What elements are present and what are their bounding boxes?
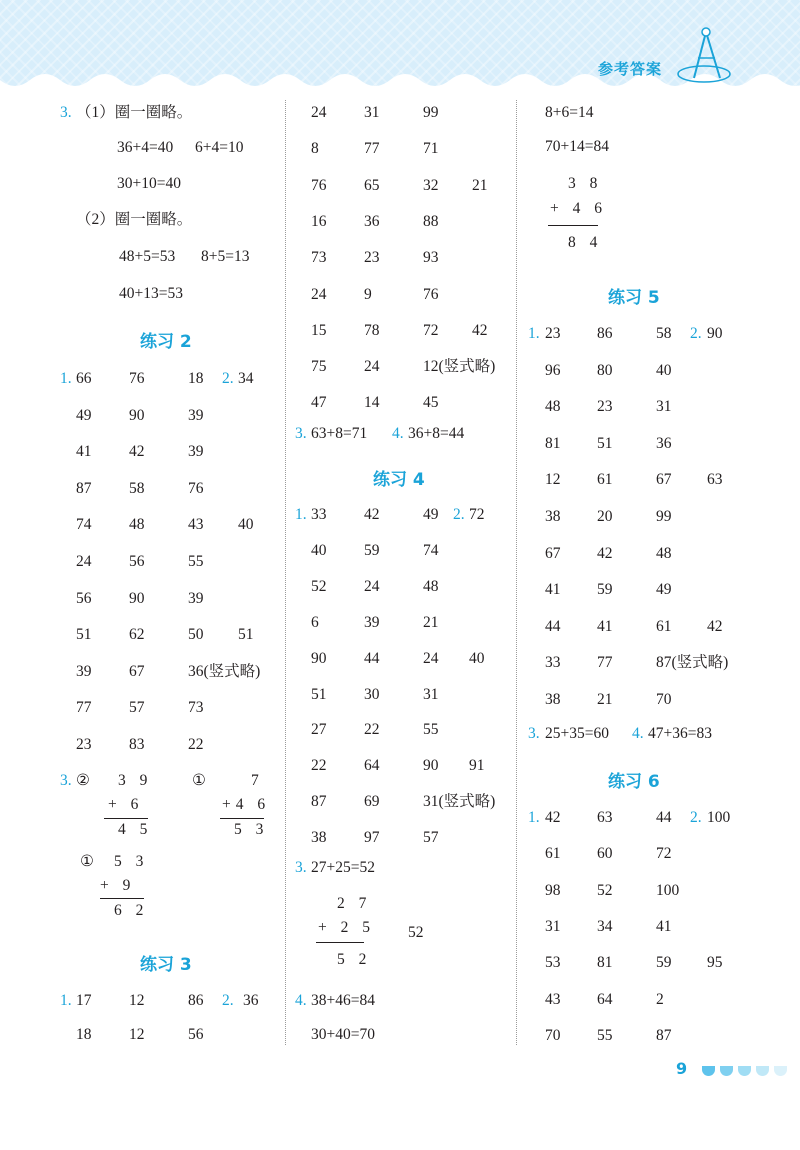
answer-value: 87(竖式略) [656, 654, 729, 671]
answer-value: 76 [129, 370, 145, 387]
answer-value: 32 [423, 177, 439, 194]
answer-text: 40+13=53 [119, 285, 183, 302]
answer-value: 48 [129, 516, 145, 533]
answer-value: 58 [129, 480, 145, 497]
answer-value: 21 [472, 177, 488, 194]
answer-text: 70+14=84 [545, 138, 609, 155]
answer-value: 42 [472, 322, 488, 339]
answer-value: 36 [656, 435, 672, 452]
answer-value: 12(竖式略) [423, 358, 496, 375]
answer-value: 63 [707, 471, 723, 488]
answer-value: 99 [423, 104, 439, 121]
answer-value: 63 [597, 809, 613, 826]
answer-value: 23 [76, 736, 92, 753]
compass-icon [676, 26, 736, 88]
question-number: 1. [60, 370, 72, 387]
vertical-addition-addend: + 6 [108, 796, 144, 813]
answer-value: 9 [364, 286, 372, 303]
vertical-addition-addend: + 4 6 [550, 200, 607, 217]
answer-value: 96 [545, 362, 561, 379]
answer-value: 24 [76, 553, 92, 570]
answer-value: 65 [364, 177, 380, 194]
vertical-addition-top: 3 8 [568, 175, 603, 192]
answer-value: 77 [597, 654, 613, 671]
column-divider-left [285, 100, 286, 1045]
answer-value: 41 [545, 581, 561, 598]
answer-value: 70 [656, 691, 672, 708]
answer-value: 39 [76, 663, 92, 680]
answer-value: 98 [545, 882, 561, 899]
answer-value: 81 [597, 954, 613, 971]
answer-value: 42 [545, 809, 561, 826]
answer-text: （2）圈一圈略。 [76, 211, 193, 228]
answer-value: 87 [311, 793, 327, 810]
answer-text: 30+40=70 [311, 1026, 375, 1043]
answer-value: 90 [129, 590, 145, 607]
question-number: 1. [528, 325, 540, 342]
answer-value: 61 [545, 845, 561, 862]
answer-value: 23 [545, 325, 561, 342]
answer-value: 58 [656, 325, 672, 342]
vertical-addition-top: 3 9 [118, 772, 153, 789]
answer-value: 43 [188, 516, 204, 533]
option-mark: ① [80, 853, 94, 870]
header-title: 参考答案 [598, 60, 663, 78]
section-title-exercise-2: 练习 2 [140, 332, 192, 352]
answer-value: 42 [707, 618, 723, 635]
answer-text: 8+5=13 [201, 248, 250, 265]
answer-value: 71 [423, 140, 439, 157]
question-number: 3. [528, 725, 540, 742]
answer-value: 74 [76, 516, 92, 533]
question-number: 2. [453, 506, 465, 523]
answer-text: 52 [408, 924, 424, 941]
option-mark: ② [76, 772, 90, 789]
answer-value: 44 [545, 618, 561, 635]
answer-value: 78 [364, 322, 380, 339]
answer-value: 33 [545, 654, 561, 671]
answer-value: 39 [188, 443, 204, 460]
vertical-addition-top: 7 [251, 772, 264, 789]
answer-value: 90 [129, 407, 145, 424]
answer-value: 67 [129, 663, 145, 680]
answer-text: 48+5=53 [119, 248, 176, 265]
vertical-addition-line [316, 942, 364, 943]
section-title-exercise-3: 练习 3 [140, 955, 192, 975]
answer-value: 21 [597, 691, 613, 708]
answer-value: 23 [364, 249, 380, 266]
answer-value: 24 [311, 104, 327, 121]
answer-value: 34 [597, 918, 613, 935]
question-number: 2. [690, 809, 702, 826]
vertical-addition-result: 5 3 [234, 821, 269, 838]
answer-text: 8+6=14 [545, 104, 594, 121]
vertical-addition-addend: +4 6 [222, 796, 271, 813]
answer-value: 40 [238, 516, 254, 533]
answer-value: 86 [188, 992, 204, 1009]
answer-value: 88 [423, 213, 439, 230]
answer-value: 42 [364, 506, 380, 523]
answer-value: 12 [129, 992, 145, 1009]
answer-value: 73 [188, 699, 204, 716]
answer-value: 69 [364, 793, 380, 810]
answer-value: 38 [545, 508, 561, 525]
answer-value: 12 [129, 1026, 145, 1043]
answer-value: 47 [311, 394, 327, 411]
answer-value: 59 [364, 542, 380, 559]
answer-value: 38 [545, 691, 561, 708]
answer-value: 20 [597, 508, 613, 525]
answer-value: 44 [364, 650, 380, 667]
answer-value: 62 [129, 626, 145, 643]
answer-value: 61 [656, 618, 672, 635]
answer-value: 87 [656, 1027, 672, 1044]
answer-value: 57 [423, 829, 439, 846]
answer-value: 95 [707, 954, 723, 971]
answer-value: 83 [129, 736, 145, 753]
answer-value: 97 [364, 829, 380, 846]
answer-value: 76 [423, 286, 439, 303]
question-number: 4. [632, 725, 644, 742]
answer-value: 51 [76, 626, 92, 643]
vertical-addition-result: 8 4 [568, 234, 603, 251]
answer-value: 15 [311, 322, 327, 339]
answer-value: 72 [656, 845, 672, 862]
answer-value: 2 [656, 991, 664, 1008]
answer-value: 55 [597, 1027, 613, 1044]
answer-value: 55 [423, 721, 439, 738]
answer-value: 6 [311, 614, 319, 631]
answer-value: 48 [656, 545, 672, 562]
question-number: 4. [295, 992, 307, 1009]
answer-value: 55 [188, 553, 204, 570]
answer-value: 100 [656, 882, 680, 899]
vertical-addition-addend: + 9 [100, 877, 136, 894]
section-title-exercise-5: 练习 5 [608, 288, 660, 308]
answer-value: 100 [707, 809, 731, 826]
answer-value: 59 [656, 954, 672, 971]
answer-value: 34 [238, 370, 254, 387]
answer-value: 18 [188, 370, 204, 387]
answer-value: 24 [364, 358, 380, 375]
answer-value: 12 [545, 471, 561, 488]
answer-value: 22 [188, 736, 204, 753]
answer-value: 56 [129, 553, 145, 570]
answer-value: 90 [311, 650, 327, 667]
answer-value: 24 [423, 650, 439, 667]
answer-value: 30 [364, 686, 380, 703]
answer-text: 47+36=83 [648, 725, 712, 742]
answer-value: 31 [545, 918, 561, 935]
answer-value: 73 [311, 249, 327, 266]
answer-value: 38 [311, 829, 327, 846]
answer-value: 87 [76, 480, 92, 497]
answer-value: 24 [311, 286, 327, 303]
answer-text: 30+10=40 [117, 175, 181, 192]
section-title-exercise-4: 练习 4 [373, 470, 425, 490]
answer-value: 14 [364, 394, 380, 411]
vertical-addition-top: 5 3 [114, 853, 149, 870]
page-dot-decoration [720, 1066, 733, 1076]
answer-value: 86 [597, 325, 613, 342]
vertical-addition-top: 2 7 [337, 895, 372, 912]
vertical-addition-addend: + 2 5 [318, 919, 375, 936]
vertical-addition-result: 4 5 [118, 821, 153, 838]
answer-value: 72 [423, 322, 439, 339]
answer-value: 75 [311, 358, 327, 375]
answer-value: 77 [76, 699, 92, 716]
vertical-addition-result: 6 2 [114, 902, 149, 919]
answer-value: 90 [707, 325, 723, 342]
answer-value: 36(竖式略) [188, 663, 261, 680]
answer-value: 44 [656, 809, 672, 826]
answer-value: 76 [311, 177, 327, 194]
answer-value: 48 [545, 398, 561, 415]
answer-value: 51 [597, 435, 613, 452]
answer-value: 51 [311, 686, 327, 703]
answer-value: 72 [469, 506, 485, 523]
answer-value: 39 [364, 614, 380, 631]
question-number: 3. [60, 104, 72, 121]
page-dot-decoration [756, 1066, 769, 1076]
answer-text: 6+4=10 [195, 139, 244, 156]
answer-value: 40 [469, 650, 485, 667]
answer-value: 49 [76, 407, 92, 424]
answer-value: 22 [364, 721, 380, 738]
answer-value: 42 [597, 545, 613, 562]
answer-value: 50 [188, 626, 204, 643]
answer-value: 67 [545, 545, 561, 562]
answer-value: 56 [188, 1026, 204, 1043]
answer-value: 43 [545, 991, 561, 1008]
answer-value: 33 [311, 506, 327, 523]
vertical-addition-line [104, 818, 148, 819]
answer-value: 41 [597, 618, 613, 635]
answer-value: 40 [311, 542, 327, 559]
question-number: 4. [392, 425, 404, 442]
answer-value: 31 [364, 104, 380, 121]
answer-text: 36+8=44 [408, 425, 465, 442]
answer-value: 80 [597, 362, 613, 379]
answer-text: （1）圈一圈略。 [76, 104, 193, 121]
answer-value: 57 [129, 699, 145, 716]
question-number: 2. [222, 370, 234, 387]
question-number: 1. [528, 809, 540, 826]
answer-value: 45 [423, 394, 439, 411]
answer-value: 52 [311, 578, 327, 595]
vertical-addition-line [548, 225, 598, 226]
answer-text: 25+35=60 [545, 725, 609, 742]
question-number: 3. [295, 859, 307, 876]
answer-value: 93 [423, 249, 439, 266]
answer-value: 17 [76, 992, 92, 1009]
answer-value: 77 [364, 140, 380, 157]
answer-text: 36+4=40 [117, 139, 174, 156]
answer-text: 63+8=71 [311, 425, 368, 442]
answer-value: 70 [545, 1027, 561, 1044]
question-number: 2. [690, 325, 702, 342]
answer-value: 56 [76, 590, 92, 607]
answer-value: 90 [423, 757, 439, 774]
question-number: 1. [295, 506, 307, 523]
page-dot-decoration [738, 1066, 751, 1076]
answer-value: 27 [311, 721, 327, 738]
answer-value: 60 [597, 845, 613, 862]
answer-value: 99 [656, 508, 672, 525]
answer-value: 31 [423, 686, 439, 703]
page-number: 9 [676, 1059, 688, 1078]
answer-value: 76 [188, 480, 204, 497]
answer-value: 51 [238, 626, 254, 643]
answer-value: 8 [311, 140, 319, 157]
vertical-addition-result: 5 2 [337, 951, 372, 968]
answer-value: 64 [364, 757, 380, 774]
answer-text: 27+25=52 [311, 859, 375, 876]
answer-value: 39 [188, 407, 204, 424]
question-number: 3. [60, 772, 72, 789]
column-divider-right [516, 100, 517, 1045]
answer-value: 24 [364, 578, 380, 595]
answer-value: 31 [656, 398, 672, 415]
page-dot-decoration [702, 1066, 715, 1076]
page-dot-decoration [774, 1066, 787, 1076]
answer-value: 36 [243, 992, 259, 1009]
answer-value: 74 [423, 542, 439, 559]
answer-value: 52 [597, 882, 613, 899]
answer-value: 36 [364, 213, 380, 230]
answer-value: 18 [76, 1026, 92, 1043]
vertical-addition-line [220, 818, 264, 819]
answer-value: 16 [311, 213, 327, 230]
answer-value: 42 [129, 443, 145, 460]
answer-value: 53 [545, 954, 561, 971]
answer-value: 22 [311, 757, 327, 774]
answer-value: 49 [656, 581, 672, 598]
option-mark: ① [192, 772, 206, 789]
answer-value: 21 [423, 614, 439, 631]
question-number: 2. [222, 992, 234, 1009]
answer-value: 67 [656, 471, 672, 488]
answer-value: 41 [76, 443, 92, 460]
answer-value: 59 [597, 581, 613, 598]
answer-value: 64 [597, 991, 613, 1008]
question-number: 1. [60, 992, 72, 1009]
answer-value: 23 [597, 398, 613, 415]
answer-value: 61 [597, 471, 613, 488]
answer-value: 81 [545, 435, 561, 452]
answer-value: 49 [423, 506, 439, 523]
answer-value: 40 [656, 362, 672, 379]
question-number: 3. [295, 425, 307, 442]
answer-value: 39 [188, 590, 204, 607]
answer-value: 31(竖式略) [423, 793, 496, 810]
section-title-exercise-6: 练习 6 [608, 772, 660, 792]
answer-value: 48 [423, 578, 439, 595]
answer-value: 91 [469, 757, 485, 774]
answer-value: 41 [656, 918, 672, 935]
answer-value: 66 [76, 370, 92, 387]
answer-text: 38+46=84 [311, 992, 375, 1009]
vertical-addition-line [100, 898, 144, 899]
